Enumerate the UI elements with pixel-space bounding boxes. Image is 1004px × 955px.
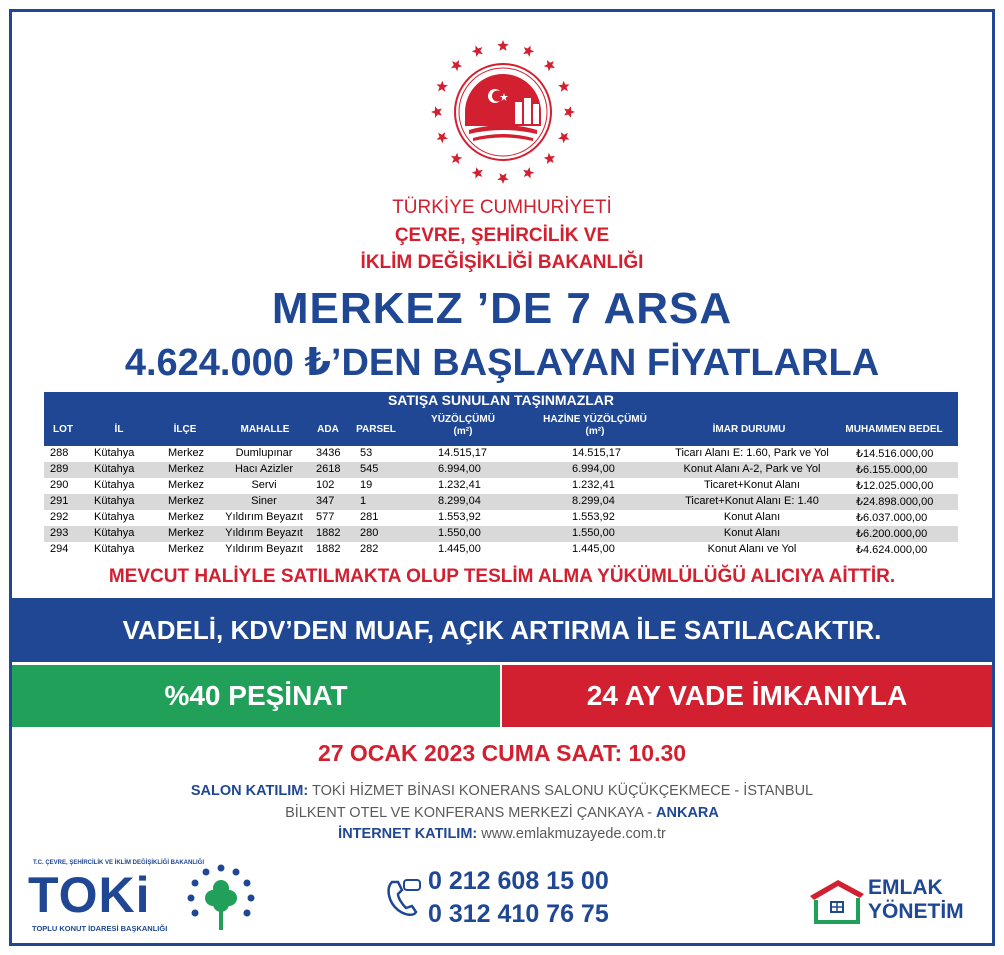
cell-il: Kütahya [94, 495, 135, 507]
table-row [44, 542, 958, 558]
cell-imar: Konut Alanı ve Yol [707, 543, 797, 555]
seal-star [497, 40, 508, 51]
cell-hazine: 6.994,00 [572, 463, 615, 475]
ministry-line-2: ÇEVRE, ŞEHİRCİLİK VE [394, 225, 610, 246]
cell-yuz: 6.994,00 [438, 463, 481, 475]
toki-sub-text: TOPLU KONUT İDARESİ BAŞKANLIĞI [32, 924, 168, 933]
seal-star [558, 132, 569, 143]
phone-ankara[interactable]: 0 312 410 76 75 [428, 900, 609, 928]
cell-bedel: ₺6.155.000,00 [856, 464, 928, 476]
cell-mahalle: Dumlupınar [235, 447, 293, 459]
emlak-line-2: YÖNETİM [868, 900, 964, 923]
headline-subtitle: 4.624.000 ₺’DEN BAŞLAYAN FİYATLARLA [124, 342, 880, 384]
cell-imar: Konut Alanı [723, 511, 781, 523]
cell-ada: 3436 [316, 447, 341, 459]
cell-lot: 294 [50, 543, 69, 555]
table-row [44, 478, 958, 494]
cell-lot: 292 [50, 511, 69, 523]
ministry-line-3: İKLİM DEĞİŞİKLİĞİ BAKANLIĞI [360, 252, 644, 273]
cell-il: Kütahya [94, 463, 135, 475]
salon-line-2 [0, 805, 1004, 821]
cell-ilce: Merkez [168, 447, 205, 459]
cell-ada: 1882 [316, 527, 341, 539]
internet-line [0, 826, 1004, 842]
cell-imar: Konut Alanı A-2, Park ve Yol [683, 463, 821, 475]
cell-hazine: 1.550,00 [572, 527, 615, 539]
header-il: İL [114, 424, 124, 435]
cell-il: Kütahya [94, 479, 135, 491]
cell-lot: 291 [50, 495, 69, 507]
header-lot: LOT [53, 424, 73, 435]
phone-istanbul[interactable]: 0 212 608 15 00 [428, 867, 609, 895]
table-row [44, 462, 958, 478]
seal-star [431, 106, 442, 117]
table-body [44, 446, 958, 558]
salon-ankara: BİLKENT OTEL VE KONFERANS MERKEZİ ÇANKAYA - [285, 805, 657, 821]
cell-parsel: 19 [360, 479, 373, 491]
salon-istanbul: TOKİ HİZMET BİNASI KONERANS SALONU KÜÇÜKÇEKMECE - İSTANBUL [311, 783, 814, 799]
seal-star [451, 60, 462, 71]
phone-icon [384, 876, 424, 920]
ministry-line-1: TÜRKİYE CUMHURİYETİ [392, 197, 612, 218]
cell-parsel: 1 [360, 495, 367, 507]
cell-hazine: 14.515,17 [572, 447, 621, 459]
cell-mahalle: Siner [251, 495, 277, 507]
cell-bedel: ₺6.200.000,00 [856, 528, 928, 540]
cell-yuz: 1.550,00 [438, 527, 481, 539]
seal-star [497, 173, 508, 184]
cell-imar: Ticaret+Konut Alanı E: 1.40 [685, 495, 819, 507]
header-hazine-unit: (m²) [585, 426, 605, 437]
cell-ilce: Merkez [168, 479, 205, 491]
cell-imar: Ticaret+Konut Alanı [704, 479, 800, 491]
cell-yuz: 1.553,92 [438, 511, 481, 523]
toki-top-text: T.C. ÇEVRE, ŞEHİRCİLİK VE İKLİM DEĞİŞİKLİĞİ BAKANLIĞI [33, 860, 205, 866]
header-hazine-label: HAZİNE YÜZÖLÇÜMÜ [543, 414, 647, 425]
cell-hazine: 1.553,92 [572, 511, 615, 523]
property-table [44, 392, 958, 558]
down-payment-banner: %40 PEŞİNAT [12, 665, 500, 727]
cell-il: Kütahya [94, 527, 135, 539]
cell-parsel: 545 [360, 463, 379, 475]
emlak-line-1: EMLAK [868, 876, 943, 899]
seal-star [544, 153, 555, 164]
headline-title: MERKEZ ’DE 7 ARSA [271, 284, 733, 333]
cell-mahalle: Servi [251, 479, 277, 491]
seal-star [472, 46, 483, 57]
ministry-seal-icon [425, 34, 581, 190]
cell-yuz: 1.445,00 [438, 543, 481, 555]
seal-star [437, 81, 448, 92]
cell-ilce: Merkez [168, 543, 205, 555]
header-yuzolcumu-unit: (m²) [453, 426, 473, 437]
salon-label: SALON KATILIM: [190, 783, 309, 799]
cell-parsel: 282 [360, 543, 379, 555]
auction-date: 27 OCAK 2023 CUMA SAAT: 10.30 [317, 740, 687, 766]
warning-text: MEVCUT HALİYLE SATILMAKTA OLUP TESLİM ALMA YÜKÜMLÜLÜĞÜ ALICIYA AİTTİR. [108, 566, 896, 587]
cell-ilce: Merkez [168, 495, 205, 507]
cell-mahalle: Yıldırım Beyazıt [225, 511, 303, 523]
toki-tree-icon [184, 862, 258, 936]
cell-ilce: Merkez [168, 463, 205, 475]
header-hazine [530, 414, 660, 438]
installments-banner: 24 AY VADE İMKANIYLA [502, 665, 992, 727]
cell-yuz: 8.299,04 [438, 495, 481, 507]
seal-star [558, 81, 569, 92]
emlak-house-icon [808, 876, 866, 924]
seal-star [437, 132, 448, 143]
sale-terms-band: VADELİ, KDV’DEN MUAF, AÇIK ARTIRMA İLE SATILACAKTIR. [12, 598, 992, 662]
table-row [44, 510, 958, 526]
cell-bedel: ₺14.516.000,00 [856, 448, 934, 460]
header-bedel: MUHAMMEN BEDEL [845, 424, 943, 435]
cell-ilce: Merkez [168, 511, 205, 523]
seal-star [564, 106, 575, 117]
cell-bedel: ₺24.898.000,00 [856, 496, 934, 508]
cell-ada: 347 [316, 495, 335, 507]
cell-parsel: 280 [360, 527, 379, 539]
cell-hazine: 8.299,04 [572, 495, 615, 507]
cell-ilce: Merkez [168, 527, 205, 539]
internet-label: İNTERNET KATILIM: [338, 826, 478, 842]
cell-yuz: 14.515,17 [438, 447, 487, 459]
header-yuzolcumu [408, 414, 518, 438]
cell-ada: 2618 [316, 463, 341, 475]
header-mahalle: MAHALLE [240, 424, 290, 435]
salon-ankara-city: ANKARA [656, 805, 719, 821]
seal-star [523, 46, 534, 57]
cell-parsel: 53 [360, 447, 373, 459]
cell-hazine: 1.232,41 [572, 479, 615, 491]
cell-lot: 289 [50, 463, 69, 475]
header-parsel: PARSEL [356, 424, 396, 435]
cell-mahalle: Yıldırım Beyazıt [225, 543, 303, 555]
header-yuzolcumu-label: YÜZÖLÇÜMÜ [431, 414, 495, 425]
seal-star [472, 167, 483, 178]
cell-bedel: ₺12.025.000,00 [856, 480, 934, 492]
cell-il: Kütahya [94, 447, 135, 459]
header-ilce: İLÇE [173, 424, 197, 435]
cell-lot: 290 [50, 479, 69, 491]
cell-yuz: 1.232,41 [438, 479, 481, 491]
toki-logo-text: TOKi [28, 867, 151, 923]
table-header [44, 392, 958, 446]
cell-imar: Konut Alanı [723, 527, 781, 539]
cell-il: Kütahya [94, 511, 135, 523]
cell-ada: 577 [316, 511, 335, 523]
seal-star [544, 60, 555, 71]
cell-mahalle: Hacı Azizler [234, 463, 294, 475]
salon-line-1 [0, 783, 1004, 799]
header-ada: ADA [317, 424, 339, 435]
cell-lot: 293 [50, 527, 69, 539]
cell-ada: 102 [316, 479, 335, 491]
cell-imar: Ticarı Alanı E: 1.60, Park ve Yol [675, 447, 829, 459]
cell-lot: 288 [50, 447, 69, 459]
table-row [44, 494, 958, 510]
cell-parsel: 281 [360, 511, 379, 523]
cell-hazine: 1.445,00 [572, 543, 615, 555]
table-row [44, 446, 958, 462]
cell-ada: 1882 [316, 543, 341, 555]
cell-bedel: ₺4.624.000,00 [856, 544, 928, 556]
table-caption: SATIŞA SUNULAN TAŞINMAZLAR [387, 392, 615, 408]
cell-il: Kütahya [94, 543, 135, 555]
seal-star [523, 167, 534, 178]
header-imar: İMAR DURUMU [712, 424, 786, 435]
internet-url[interactable]: www.emlakmuzayede.com.tr [481, 826, 666, 842]
cell-mahalle: Yıldırım Beyazıt [225, 527, 303, 539]
cell-bedel: ₺6.037.000,00 [856, 512, 928, 524]
table-row [44, 526, 958, 542]
seal-star [451, 153, 462, 164]
